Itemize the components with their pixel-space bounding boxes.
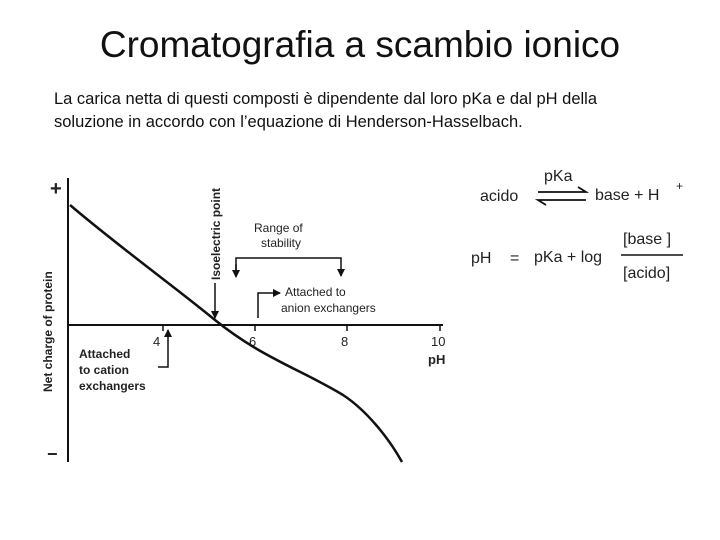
henderson-hasselbach-equation (471, 231, 683, 282)
base-plus-h: base + H (595, 187, 660, 204)
range-label-line2: stability (261, 236, 302, 250)
equilibrium-arrow-forward (538, 187, 586, 192)
y-plus-label: + (50, 178, 62, 200)
net-charge-curve (70, 205, 402, 462)
pka-over-arrow: pKa (544, 168, 573, 185)
fraction-denominator: [acido] (623, 265, 671, 282)
x-axis-label: pH (428, 352, 446, 367)
range-label-line1: Range of (254, 221, 303, 235)
net-charge-plot (41, 178, 445, 464)
body-line-1: La carica netta di questi composti è dipendente dal loro pKa e dal pH della (54, 90, 598, 108)
h-plus-superscript: + (676, 179, 684, 193)
y-minus-label: − (47, 444, 58, 464)
anion-label-line1: Attached to (285, 285, 346, 299)
ph-term: pH (471, 250, 492, 267)
equals-sign: = (510, 250, 520, 267)
anion-arrow (258, 293, 280, 318)
tick-label-10: 10 (431, 334, 446, 349)
slide-title: Cromatografia a scambio ionico (99, 24, 621, 65)
range-bracket (236, 258, 341, 276)
anion-label-line2: anion exchangers (281, 301, 376, 315)
cation-label-line3: exchangers (79, 379, 146, 393)
pka-log-term: pKa + log (534, 249, 603, 266)
acid-base-equilibrium (480, 168, 683, 205)
fraction-numerator: [base ] (623, 231, 672, 248)
equilibrium-arrow-backward (538, 200, 586, 205)
cation-label-line2: to cation (79, 363, 129, 377)
isoelectric-label: Isoelectric point (209, 187, 223, 280)
tick-label-8: 8 (341, 334, 349, 349)
y-axis-label: Net charge of protein (41, 271, 55, 392)
tick-label-4: 4 (153, 334, 161, 349)
cation-label-line1: Attached (79, 347, 131, 361)
acid-label: acido (480, 188, 519, 205)
tick-label-6: 6 (249, 334, 257, 349)
body-line-2: soluzione in accordo con l’equazione di Henderson-Hasselbach. (54, 113, 523, 131)
